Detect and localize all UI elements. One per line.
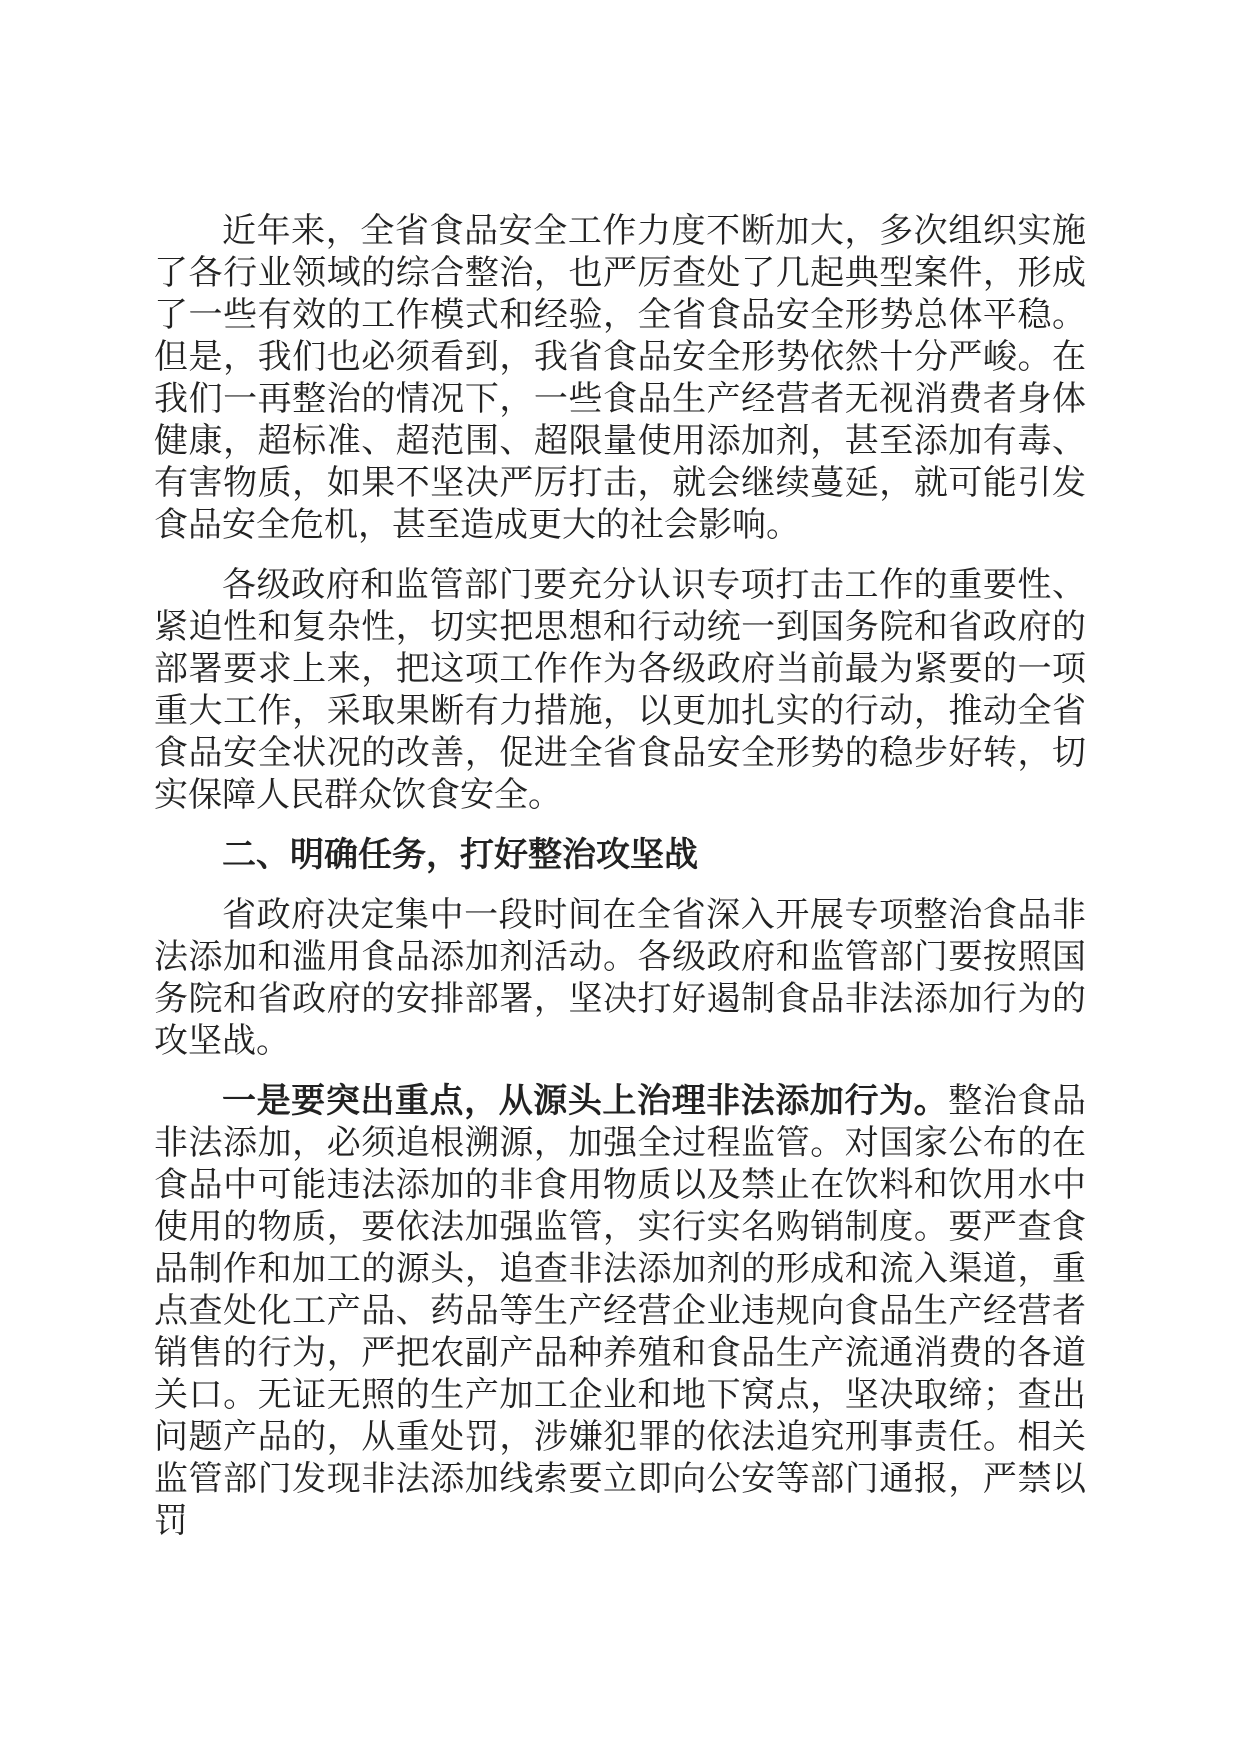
paragraph-text: 近年来，全省食品安全工作力度不断加大，多次组织实施了各行业领域的综合整治，也严厉查处了几起典型案件，形成了一些有效的工作模式和经验，全省食品安全形势总体平稳。但是，我们也必须看到，我省食品安全形势依然十分严峻。在我们一再整治的情况下，一些食品生产经营者无视消费者身体健康，超标准、超范围、超限量使用添加剂，甚至添加有毒、有害物质，如果不坚决严厉打击，就会继续蔓延，就可能引发食品安全危机，甚至造成更大的社会影响。 (154, 211, 1086, 545)
document-body (154, 210, 1086, 1560)
paragraph-food-safety-situation (154, 210, 1086, 546)
paragraph-government-responsibility (154, 564, 1086, 816)
section-heading (154, 834, 1086, 876)
paragraph-text: 整治食品非法添加，必须追根溯源，加强全过程监管。对国家公布的在食品中可能违法添加的非食用物质以及禁止在饮料和饮用水中使用的物质，要依法加强监管，实行实名购销制度。要严查食品制作和加工的源头，追查非法添加剂的形成和流入渠道，重点查处化工产品、药品等生产经营企业违规向食品生产经营者销售的行为，严把农副产品种养殖和食品生产流通消费的各道关口。无证无照的生产加工企业和地下窝点，坚决取缔；查出问题产品的，从重处罚，涉嫌犯罪的依法追究刑事责任。相关监管部门发现非法添加线索要立即向公安等部门通报，严禁以罚 (154, 1081, 1086, 1541)
paragraph-text: 省政府决定集中一段时间在全省深入开展专项整治食品非法添加和滥用食品添加剂活动。各级政府和监管部门要按照国务院和省政府的安排部署，坚决打好遏制食品非法添加行为的攻坚战。 (154, 895, 1086, 1061)
paragraph-lead: 一是要突出重点，从源头上治理非法添加行为。 (222, 1081, 949, 1121)
paragraph-special-campaign (154, 894, 1086, 1062)
paragraph-text: 各级政府和监管部门要充分认识专项打击工作的重要性、紧迫性和复杂性，切实把思想和行动统一到国务院和省政府的部署要求上来，把这项工作作为各级政府当前最为紧要的一项重大工作，采取果断有力措施，以更加扎实的行动，推动全省食品安全状况的改善，促进全省食品安全形势的稳步好转，切实保障人民群众饮食安全。 (154, 565, 1086, 815)
section-heading-text: 二、明确任务，打好整治攻坚战 (222, 835, 698, 875)
paragraph-task-one (154, 1080, 1086, 1542)
